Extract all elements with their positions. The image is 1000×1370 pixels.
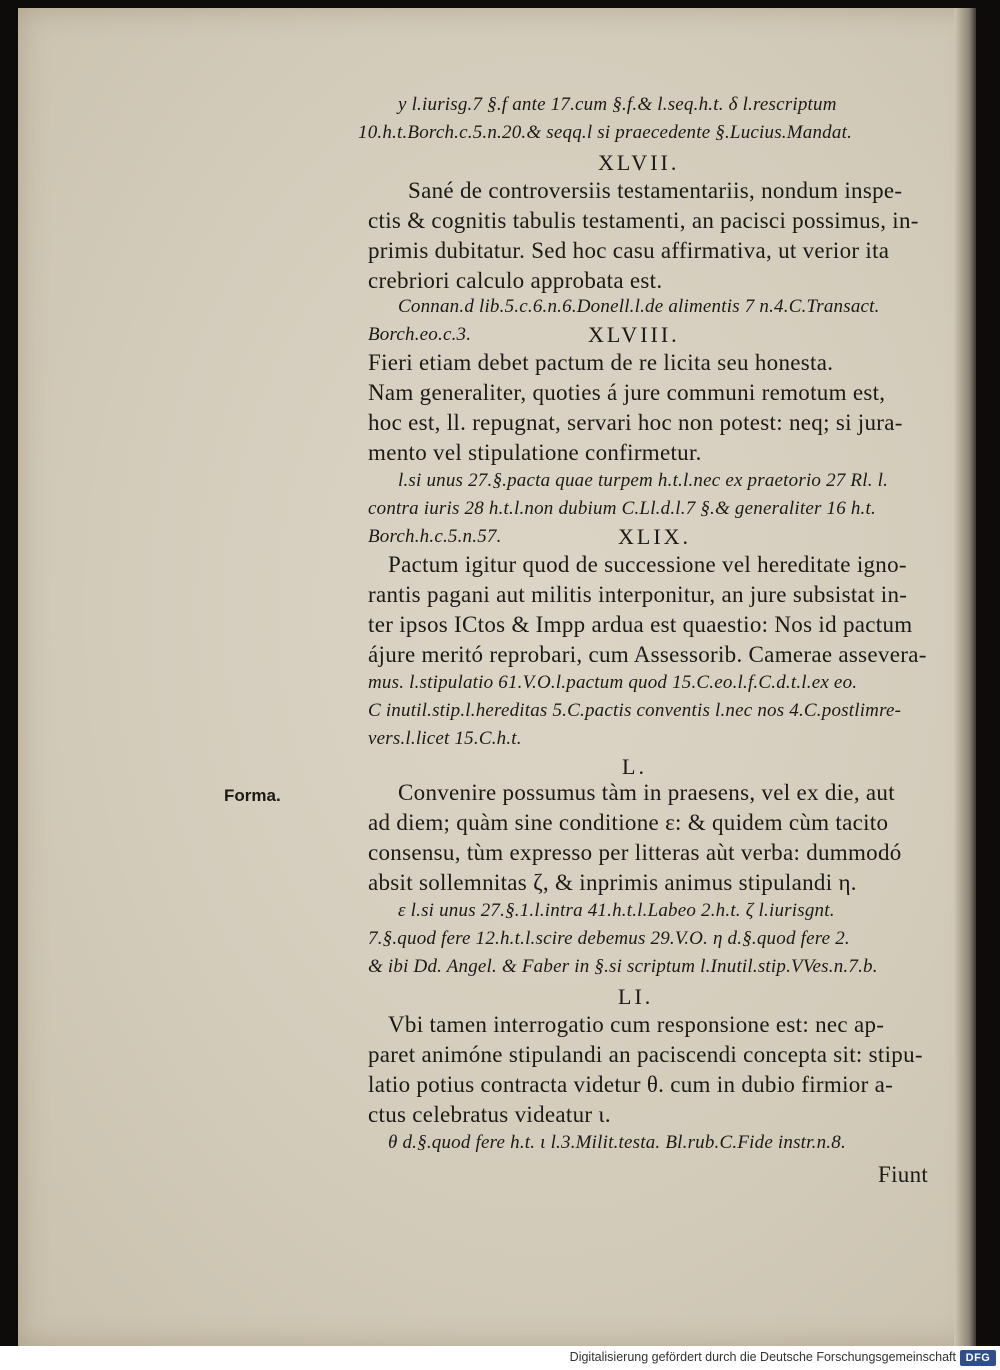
body-line: ad diem; quàm sine conditione ε: & quidem cùm tacito [368,810,889,835]
catchword: Fiunt [878,1162,929,1187]
body-line: rantis pagani aut militis interponitur, an jure subsistat in- [368,582,908,607]
footnote-line: y l.iurisg.7 §.f ante 17.cum §.f.& l.seq.h.t. δ l.rescriptum [398,94,837,115]
section-heading: LI. [618,984,654,1009]
margin-label: Forma. [224,786,281,805]
footnote-line: 10.h.t.Borch.c.5.n.20.& seqq.l si praecedente §.Lucius.Mandat. [358,122,853,143]
body-line: Sané de controversiis testamentariis, nondum inspe- [408,178,903,203]
footnote-line: Connan.d lib.5.c.6.n.6.Donell.l.de alimentis 7 n.4.C.Transact. [398,296,880,317]
footnote-line: ε l.si unus 27.§.1.l.intra 41.h.t.l.Labeo 2.h.t. ζ l.iurisgnt. [398,900,835,921]
body-line: latio potius contracta videtur θ. cum in dubio firmior a- [368,1072,894,1097]
body-line: ctis & cognitis tabulis testamenti, an pacisci possimus, in- [368,208,919,233]
body-line: Vbi tamen interrogatio cum responsione est: nec ap- [388,1012,885,1037]
page-gutter [954,8,976,1346]
body-line: crebriori calculo approbata est. [368,268,663,293]
dfg-logo-icon: DFG [960,1350,996,1366]
book-page [18,8,976,1346]
footnote-line: contra iuris 28 h.t.l.non dubium C.Ll.d.l.7 §.& generaliter 16 h.t. [368,498,876,519]
body-line: mento vel stipulatione confirmetur. [368,440,702,465]
body-line: absit sollemnitas ζ, & inprimis animus stipulandi η. [368,870,857,895]
body-line: Fieri etiam debet pactum de re licita seu honesta. [368,350,834,375]
footnote-line: & ibi Dd. Angel. & Faber in §.si scriptum l.Inutil.stip.VVes.n.7.b. [368,956,878,977]
footnote-line: vers.l.licet 15.C.h.t. [368,728,522,749]
body-line: ctus celebratus videatur ι. [368,1102,611,1127]
footer-credit: Digitalisierung gefördert durch die Deutsche Forschungsgemeinschaft [569,1350,956,1364]
section-heading: XLVIII. [588,322,680,347]
body-line: ter ipsos ICtos & Impp ardua est quaestio: Nos id pactum [368,612,913,637]
body-line: hoc est, ll. repugnat, servari hoc non potest: neq; si jura- [368,410,903,435]
body-line: paret animóne stipulandi an paciscendi concepta sit: stipu- [368,1042,923,1067]
footer-bar [0,1346,1000,1370]
footnote-line: mus. l.stipulatio 61.V.O.l.pactum quod 15.C.eo.l.f.C.d.t.l.ex eo. [368,672,858,693]
body-line: Convenire possumus tàm in praesens, vel ex die, aut [398,780,895,805]
body-line: Nam generaliter, quoties á jure communi remotum est, [368,380,886,405]
section-heading: XLIX. [618,524,692,549]
footnote-line: Borch.eo.c.3. [368,324,472,345]
footnote-line: θ d.§.quod fere h.t. ι l.3.Milit.testa. Bl.rub.C.Fide instr.n.8. [388,1132,846,1153]
section-heading: XLVII. [598,150,680,175]
footnote-line: Borch.h.c.5.n.57. [368,526,502,547]
footnote-line: l.si unus 27.§.pacta quae turpem h.t.l.nec ex praetorio 27 Rl. l. [398,470,889,491]
body-line: ájure meritó reprobari, cum Assessorib. Camerae assevera- [368,642,927,667]
body-line: Pactum igitur quod de successione vel hereditate igno- [388,552,907,577]
body-line: primis dubitatur. Sed hoc casu affirmativa, ut verior ita [368,238,890,263]
footnote-line: 7.§.quod fere 12.h.t.l.scire debemus 29.V.O. η d.§.quod fere 2. [368,928,850,949]
section-heading: L. [622,754,647,779]
footnote-line: C inutil.stip.l.hereditas 5.C.pactis conventis l.nec nos 4.C.postlimre- [368,700,902,721]
body-line: consensu, tùm expresso per litteras aùt verba: dummodó [368,840,902,865]
